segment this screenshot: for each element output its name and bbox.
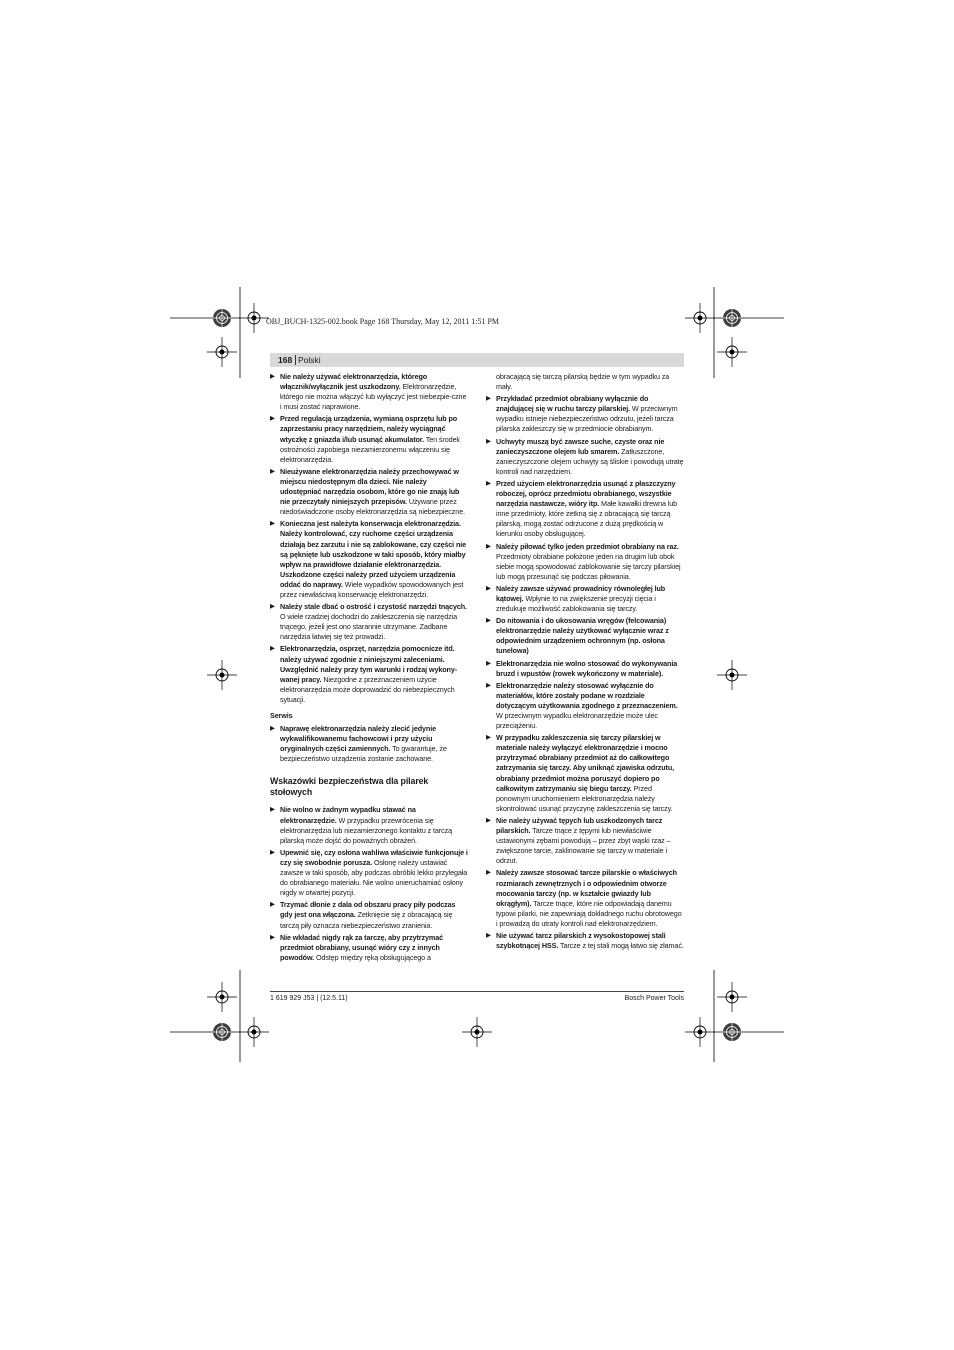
- bullet-arrow-icon: ▶: [270, 467, 275, 475]
- list-item: [270, 414, 468, 464]
- bullet-arrow-icon: ▶: [486, 395, 491, 403]
- bullet-arrow-icon: ▶: [486, 479, 491, 487]
- item-bold-text: Przed regulacją urządzenia, wymianą osprzętu lub po zaprzestaniu pracy narzędziem, należy wyciągnąć wtyczkę z gniazda i/lub usunąć akumulator.: [280, 414, 458, 444]
- item-text: O wiele rzadziej dochodzi do zakleszczenia się narzędzia tnącego, jeżeli jest ono starannie utrzymane. Zadbane narzędzia łatwiej się też prowadzi.: [280, 612, 457, 642]
- list-item: [270, 644, 468, 705]
- list-item: [486, 479, 684, 540]
- item-bold-text: Przykładać przedmiot obrabiany wyłącznie do znajdującej się w ruchu tarczy pilarskiej.: [496, 394, 649, 414]
- item-bold-text: Naprawę elektronarzędzia należy zlecić jedynie wykwalifikowanemu fachowcowi i przy użyciu oryginalnych części zamiennych.: [280, 724, 436, 754]
- list-item: [270, 602, 468, 642]
- page-number: 168: [278, 355, 293, 365]
- list-item: [486, 584, 684, 614]
- bullet-arrow-icon: ▶: [270, 933, 275, 941]
- item-text: Przedmioty obrabiane położone jeden na drugim lub obok siebie mogą spowodować zablokowanie się tarczy pilarskiej lub mogą przesunąć się podczas piłowania.: [496, 551, 681, 581]
- footer-rule: [270, 991, 684, 992]
- file-header: OBJ_BUCH-1325-002.book Page 168 Thursday, May 12, 2011 1:51 PM: [266, 317, 500, 326]
- bullet-arrow-icon: ▶: [270, 415, 275, 423]
- bullet-arrow-icon: ▶: [486, 734, 491, 742]
- item-bold-text: Nie wolno w żadnym wypadku stawać na elektronarzędzie.: [280, 805, 416, 825]
- service-heading: Serwis: [270, 711, 293, 720]
- item-text: Wiele wypadków spowodowanych jest przez niewłaściwą konserwację elektronarzędzi.: [280, 579, 464, 599]
- item-bold-text: Nie używać tarcz pilarskich z wysokostopowej stali szybkotnącej HSS.: [496, 930, 666, 951]
- footer-brand: Bosch Power Tools: [624, 995, 684, 1002]
- bullet-arrow-icon: ▶: [486, 584, 491, 592]
- list-item: [486, 616, 684, 656]
- list-item: [486, 816, 684, 866]
- bullet-arrow-icon: ▶: [270, 645, 275, 653]
- item-bold-text: Przed użyciem elektronarzędzia usunąć z płaszczyzny roboczej, oprócz przedmiotu obrabianego, wszystkie narzędzia nastawcze, wióry itp.: [496, 478, 676, 509]
- bullet-arrow-icon: ▶: [486, 931, 491, 939]
- item-text: Przed ponownym uruchomieniem elektronarzędzia należy skontrolować usunąć przyczynę zakleszczenia się tarczy.: [496, 783, 673, 813]
- list-item: [270, 933, 468, 963]
- bullet-arrow-icon: ▶: [270, 725, 275, 733]
- item-text: To gwarantuje, że bezpieczeństwo urządzenia zostanie zachowane.: [280, 744, 447, 764]
- item-text: Ten środek ostrożności zapobiega niezamierzonemu włączeniu się elektronarzędzia.: [280, 434, 460, 464]
- list-item: [270, 467, 468, 517]
- header-language: Polski: [298, 355, 321, 365]
- item-bold-text: Nie należy używać elektronarzędzia, którego włącznik/wyłącznik jest uszkodzony.: [280, 372, 428, 392]
- list-item: [486, 437, 684, 477]
- item-bold-text: W przypadku zakleszczenia się tarczy pilarskiej w materiale należy wyłączyć elektronarzędzie i mocno przytrzymać obrabiany przedmiot aż do całkowitego zatrzymania się tarczy. Aby uniknąć zjawiska odrzutu, obrabiany przedmiot można poruszyć dopiero po całkowitym zatrzymaniu się biegu tarczy.: [496, 733, 675, 793]
- item-bold-text: Nieużywane elektronarzędzia należy przechowywać w miejscu niedostępnym dla dzieci. Nie należy udostępniać narzędzia osobom, które go nie znają lub nie przeczytały niniejszych przepisów.: [280, 466, 460, 507]
- item-bold-text: Trzymać dłonie z dala od obszaru pracy piły podczas gdy jest ona włączona.: [280, 900, 456, 920]
- header-separator: [295, 355, 296, 365]
- item-bold-text: Nie wkładać nigdy rąk za tarczę, aby przytrzymać przedmiot obrabiany, usunąć wióry czy z innych powodów.: [280, 932, 443, 962]
- list-item: [486, 931, 684, 951]
- item-bold-text: Elektronarzędzia, osprzęt, narzędzia pomocnicze itd. należy używać zgodnie z niniejszymi zaleceniami. Uwzględnić należy przy tym warunki i rodzaj wykony-wanej pracy.: [280, 644, 458, 684]
- item-bold-text: Należy piłować tylko jeden przedmiot obrabiany na raz.: [496, 541, 679, 551]
- item-text: Wpłynie to na zwiększenie precyzji cięcia i zredukuje możliwość zablokowania się tarczy.: [496, 593, 656, 614]
- item-text: Odstęp między ręką obsługującego a: [314, 952, 431, 962]
- right-column: [486, 372, 684, 953]
- item-text: Tarcze tnące z tępymi lub niewłaściwie ustawionymi zębami powodują – przez zbyt wąski rzaz – zwiększone tarcie, zaklinowanie się tarczy w materiale i odrzut.: [496, 826, 671, 866]
- list-item: [270, 724, 468, 764]
- bullet-arrow-icon: ▶: [270, 373, 275, 380]
- list-item: [486, 394, 684, 434]
- item-bold-text: Należy stale dbać o ostrość i czystość narzędzi tnących.: [280, 602, 467, 612]
- item-bold-text: Elektronarzędzie należy stosować wyłącznie do materiałów, które zostały podane w rozdziale dotyczącym użytkowania zgodnego z przeznaczeniem.: [496, 680, 678, 710]
- item-text: W przypadku przewrócenia się elektronarzędzia lub niezamierzonego kontaktu z tarczą pilarską może dojść do poważnych obrażeń.: [280, 815, 452, 845]
- section-heading: Wskazówki bezpieczeństwa dla pilarek stołowych: [270, 776, 429, 798]
- bullet-arrow-icon: ▶: [270, 901, 275, 909]
- item-bold-text: Do nitowania i do ukosowania wręgów (felcowania) elektronarzędzie należy użytkować wyłącznie wraz z odpowiednim urządzeniem ochronnym (np. osłona tunelowa): [496, 616, 669, 656]
- item-text: Elektronarzędzie, którego nie można włączyć lub wyłączyć jest niebezpie-czne i musi zostać naprawione.: [280, 382, 467, 412]
- item-text: Zetknięcie się z obracającą się tarczą piły oznacza niebezpieczeństwo zranienia.: [280, 910, 453, 930]
- bullet-arrow-icon: ▶: [486, 437, 491, 445]
- continuation-text: obracającą się tarczą pilarską będzie w tym wypadku za mały.: [496, 372, 670, 392]
- list-item: [486, 542, 684, 582]
- item-text: W przeciwnym wypadku istnieje niebezpieczeństwo odrzutu, jeżeli tarcza pilarska zakleszczy się w przedmiocie obrabianym.: [496, 404, 678, 434]
- bullet-arrow-icon: ▶: [486, 659, 491, 667]
- list-item: [270, 519, 468, 600]
- list-item: [270, 900, 468, 930]
- item-bold-text: Należy zawsze używać prowadnicy równoległej lub kątowej.: [496, 583, 666, 603]
- list-item: [486, 733, 684, 814]
- item-text: Tarcze z tej stali mogą łatwo się złamać.: [558, 941, 684, 951]
- page-header-band: [270, 353, 684, 367]
- item-text: Niezgodne z przeznaczeniem użycie elektronarzędzia może doprowadzić do niebezpiecznych sytuacji.: [280, 674, 455, 704]
- list-item: [270, 805, 468, 845]
- item-text: Osłonę należy ustawiać zawsze w taki sposób, aby podczas obróbki lekko przylegała do obrabianego materiału. Nie wolno unieruchamiać osłony nigdy w otwartej pozycji.: [280, 857, 468, 898]
- bullet-arrow-icon: ▶: [270, 848, 275, 856]
- item-text: Zatłuszczone, zanieczyszczone olejem uchwyty są śliskie i powodują utratę kontroli nad narzędziem.: [496, 446, 684, 476]
- list-item: [486, 868, 684, 929]
- item-bold-text: Nie należy używać tępych lub uszkodzonych tarcz pilarskich.: [496, 815, 663, 836]
- item-text: W przeciwnym wypadku elektronarzędzie może ulec przeciążeniu.: [496, 711, 658, 731]
- item-bold-text: Uchwyty muszą być zawsze suche, czyste oraz nie zanieczyszczone olejem lub smarem.: [496, 436, 665, 456]
- bullet-arrow-icon: ▶: [270, 603, 275, 611]
- left-column: [270, 372, 468, 965]
- item-bold-text: Należy zawsze stosować tarcze pilarskie o właściwych rozmiarach zewnętrznych i o odpowiednim otworze mocowania tarczy (np. w kształcie gwiazdy lub okrągłym).: [496, 868, 677, 908]
- bullet-arrow-icon: ▶: [270, 520, 275, 528]
- bullet-arrow-icon: ▶: [486, 869, 491, 877]
- bullet-arrow-icon: ▶: [486, 816, 491, 824]
- bullet-arrow-icon: ▶: [486, 617, 491, 625]
- list-item: [486, 659, 684, 679]
- list-item: [270, 372, 468, 412]
- footer-doc-number: 1 619 929 J53 | (12.5.11): [270, 995, 348, 1002]
- item-text: Tarcze tnące, które nie odpowiadają danemu typowi pilarki, nie zapewniają dokładnego ruchu obrotowego i prowadzą do utraty kontroli nad elektronarzędziem.: [496, 898, 682, 928]
- bullet-arrow-icon: ▶: [486, 681, 491, 689]
- item-bold-text: Konieczna jest należyta konserwacja elektronarzędzia. Należy kontrolować, czy ruchome części urządzenia działają bez zarzutu i nie są zablokowane, czy części nie są pęknięte lub uszkodzone w taki sposób, który miałby wpływ na prawidłowe działanie elektronarzędzia. Uszkodzone części należy przed użyciem urządzenia oddać do naprawy.: [280, 519, 467, 589]
- list-item: [270, 848, 468, 898]
- bullet-arrow-icon: ▶: [270, 806, 275, 814]
- bullet-arrow-icon: ▶: [486, 542, 491, 550]
- list-item: [486, 681, 684, 731]
- item-bold-text: Elektronarzędzia nie wolno stosować do wykonywania bruzd i wpustów (rowek wykończony w materiale).: [496, 658, 678, 678]
- item-bold-text: Upewnić się, czy osłona wahliwa właściwie funkcjonuje i czy się swobodnie porusza.: [280, 847, 468, 867]
- item-text: Małe kawałki drewna lub inne przedmioty, które zetkną się z obracającą się tarczą pilarską, mogą zostać odrzucone z dużą prędkością w kierunku osoby obsługującej.: [496, 499, 678, 539]
- item-text: Używane przez niedoświadczone osoby elektronarzędzia są niebezpieczne.: [280, 497, 465, 517]
